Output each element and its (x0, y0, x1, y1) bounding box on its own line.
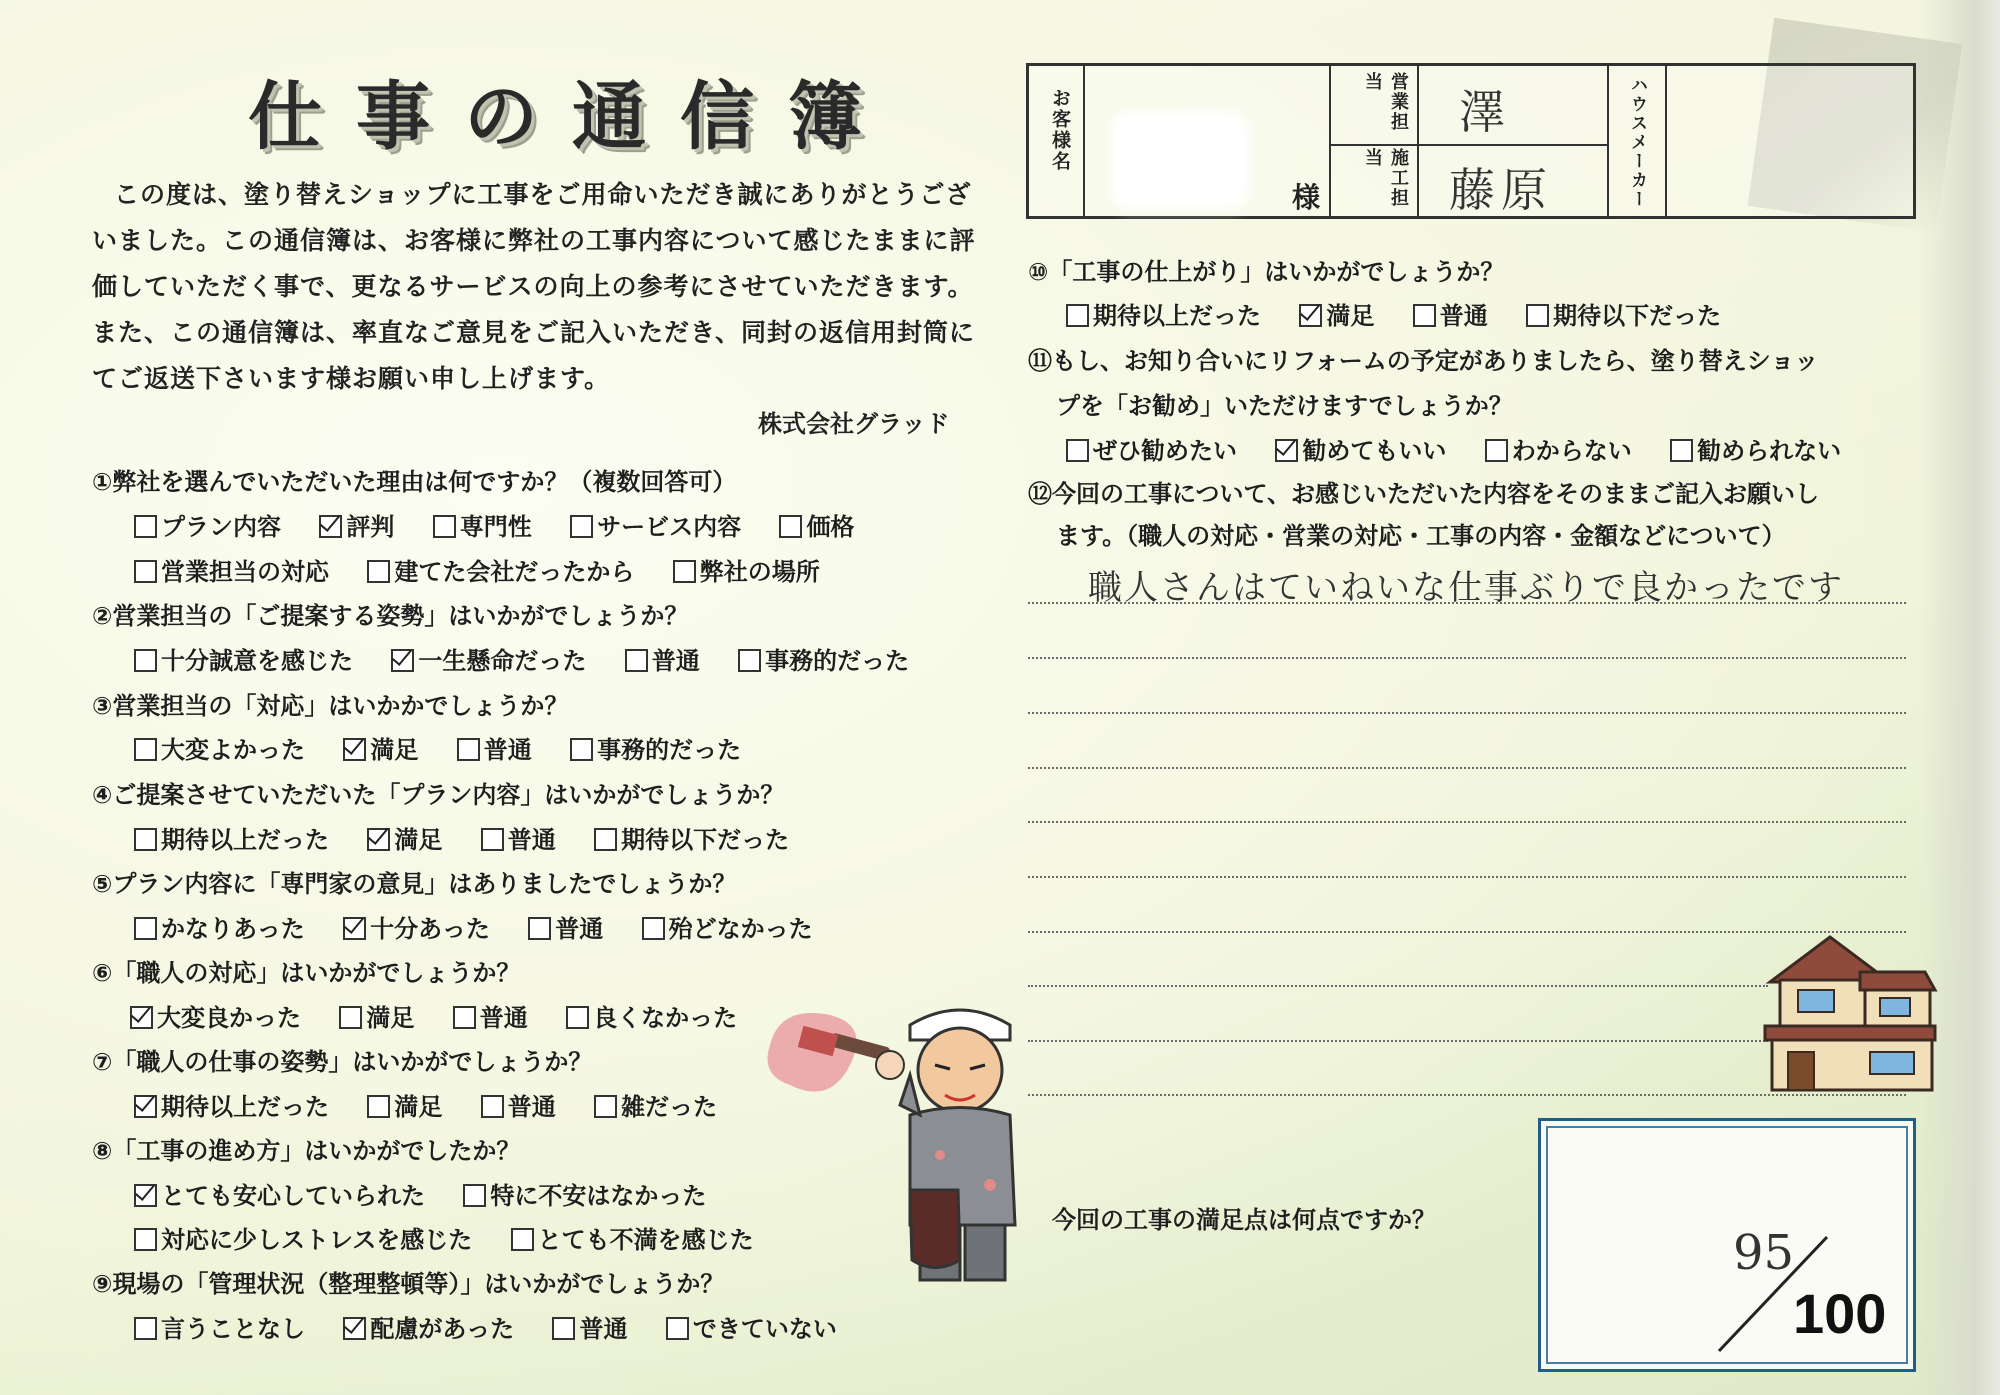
intro-paragraph: この度は、塗り替えショップに工事をご用命いただき誠にありがとうございました。この通信簿は、お客様に弊社の工事内容について感じたままに評価していただく事で、更なるサービスの向上の参考にさせていただきます。また、この通信簿は、率直なご意見をご記入いただき、同封の返信用封筒にてご返送下さいます様お願い申し上げます。 (92, 180, 976, 393)
option[interactable]: できていない (666, 1309, 837, 1344)
checkbox[interactable] (666, 1317, 689, 1340)
checkbox[interactable] (481, 1095, 504, 1118)
option[interactable]: 大変良かった (130, 998, 301, 1033)
checkbox[interactable] (552, 1317, 575, 1340)
painter-arm (900, 1075, 920, 1115)
table-divider (1665, 66, 1667, 216)
checkbox[interactable] (779, 515, 802, 538)
checkbox[interactable] (1066, 304, 1089, 327)
checkbox[interactable] (343, 917, 366, 940)
option[interactable]: 評判 (319, 507, 394, 542)
question-8-options-row2 (134, 1220, 784, 1255)
question-1-options-row1 (134, 507, 884, 542)
comment-line (1028, 657, 1906, 659)
question-1-options-row2 (134, 552, 850, 587)
option[interactable]: 満足 (367, 1087, 442, 1122)
question-6-label: ⑥「職人の対応」はいかがでしょうか？ (92, 959, 521, 987)
painter-leg-right (965, 1225, 1005, 1280)
checkbox[interactable] (481, 828, 504, 851)
option[interactable]: 普通 (481, 1087, 556, 1122)
checkbox[interactable] (625, 649, 648, 672)
question-6-options (130, 998, 767, 1033)
option[interactable]: 普通 (552, 1309, 627, 1344)
option[interactable]: 対応に少しストレスを感じた (134, 1220, 472, 1255)
checkbox[interactable] (134, 1095, 157, 1118)
option[interactable]: 価格 (779, 507, 854, 542)
checkbox[interactable] (594, 828, 617, 851)
question-7-options (134, 1087, 747, 1122)
door-icon (1788, 1052, 1814, 1090)
option[interactable]: 普通 (1413, 296, 1488, 331)
checkbox[interactable] (1670, 439, 1693, 462)
comment-line (1028, 1094, 1906, 1096)
question-11-label-line1: ⑪もし、お知り合いにリフォームの予定がありましたら、塗り替えショッ (1028, 347, 1819, 375)
checkbox[interactable] (130, 1006, 153, 1029)
checkbox[interactable] (570, 515, 593, 538)
option[interactable]: 建てた会社だったから (367, 552, 634, 587)
option[interactable]: 勧められない (1670, 431, 1841, 466)
checkbox[interactable] (134, 515, 157, 538)
checkbox[interactable] (1066, 439, 1089, 462)
option[interactable]: 十分誠意を感じた (134, 641, 353, 676)
checkbox[interactable] (367, 828, 390, 851)
checkbox[interactable] (134, 1184, 157, 1207)
option[interactable]: 普通 (453, 998, 528, 1033)
score-box[interactable] (1538, 1118, 1916, 1372)
house-side-roof (1860, 972, 1935, 990)
table-divider (1083, 66, 1085, 216)
painter-illustration (760, 985, 1030, 1285)
checkbox[interactable] (1413, 304, 1436, 327)
option[interactable]: 一生懸命だった (391, 641, 586, 676)
option[interactable]: 普通 (457, 730, 532, 765)
paint-bucket-icon (910, 1190, 960, 1268)
table-divider (1607, 66, 1609, 216)
house-illustration (1760, 932, 1940, 1092)
option[interactable]: 雑だった (594, 1087, 717, 1122)
question-8-options-row1 (134, 1176, 736, 1211)
comment-line (1028, 712, 1906, 714)
option[interactable]: 期待以上だった (1066, 296, 1261, 331)
checkbox[interactable] (457, 738, 480, 761)
question-12-label-line1: ⑫今回の工事について、お感じいただいた内容をそのままご記入お願いし (1028, 480, 1820, 508)
option[interactable]: 普通 (625, 641, 700, 676)
checkbox[interactable] (367, 1095, 390, 1118)
company-name: 株式会社グラッド (758, 410, 950, 438)
option[interactable]: 良くなかった (566, 998, 737, 1033)
question-1-label: ①弊社を選んでいただいた理由は何ですか？（複数回答可） (92, 468, 737, 496)
option[interactable]: 期待以下だった (594, 820, 789, 855)
checkbox[interactable] (1485, 439, 1508, 462)
question-3-options (134, 730, 771, 765)
paint-spot (935, 1150, 945, 1160)
option[interactable]: 満足 (343, 730, 418, 765)
option[interactable]: 満足 (1299, 296, 1374, 331)
checkbox[interactable] (594, 1095, 617, 1118)
option[interactable]: 殆どなかった (642, 909, 813, 944)
option[interactable]: 普通 (481, 820, 556, 855)
checkbox[interactable] (453, 1006, 476, 1029)
checkbox[interactable] (367, 560, 390, 583)
redacted-customer-name (1110, 110, 1250, 210)
checkbox[interactable] (433, 515, 456, 538)
window-icon (1798, 990, 1834, 1012)
comment-line (1028, 767, 1906, 769)
option[interactable]: 大変よかった (134, 730, 305, 765)
sama-suffix: 様 (1292, 181, 1321, 214)
checkbox[interactable] (134, 828, 157, 851)
house-eave (1765, 1026, 1935, 1040)
question-10-options (1066, 296, 1751, 331)
question-10-label: ⑩「工事の仕上がり」はいかがでしょうか？ (1028, 258, 1505, 286)
checkbox[interactable] (566, 1006, 589, 1029)
checkbox[interactable] (343, 738, 366, 761)
checkbox[interactable] (528, 917, 551, 940)
question-5-options (134, 909, 843, 944)
question-8-label: ⑧「工事の進め方」はいかがでしたか？ (92, 1137, 521, 1165)
question-3-label: ③営業担当の「対応」はいかかでしょうか？ (92, 692, 569, 720)
satisfaction-score-question: 今回の工事の満足点は何点ですか？ (1052, 1206, 1436, 1234)
option[interactable]: 営業担当の対応 (134, 552, 329, 587)
question-2-options (134, 641, 939, 676)
sales-rep-label: 営業担当 (1362, 72, 1409, 132)
question-11-label-line2: プを「お勧め」いただけますでしょうか？ (1056, 392, 1513, 420)
checkbox[interactable] (1526, 304, 1549, 327)
question-5-label: ⑤プラン内容に「専門家の意見」はありましたでしょうか？ (92, 870, 737, 898)
question-4-options (134, 820, 819, 855)
option[interactable]: サービス内容 (570, 507, 741, 542)
option[interactable]: 普通 (528, 909, 603, 944)
option[interactable]: 満足 (339, 998, 414, 1033)
customer-name-label: お客様名 (1049, 88, 1071, 172)
checkbox[interactable] (391, 649, 414, 672)
comment-line (1028, 985, 1768, 987)
window-icon (1880, 998, 1910, 1016)
option[interactable]: 専門性 (433, 507, 532, 542)
comment-line (1028, 1040, 1768, 1042)
window-icon (1870, 1052, 1914, 1074)
question-11-options (1066, 431, 1871, 466)
checkbox[interactable] (339, 1006, 362, 1029)
comment-line (1028, 876, 1906, 878)
option[interactable]: ぜひ勧めたい (1066, 431, 1237, 466)
option[interactable]: 事務的だった (570, 730, 741, 765)
checkbox[interactable] (134, 649, 157, 672)
checkbox[interactable] (738, 649, 761, 672)
table-divider (1417, 66, 1419, 216)
checkbox[interactable] (134, 917, 157, 940)
score-value: 95 (1733, 1225, 1795, 1281)
sales-rep-name: 澤 (1459, 85, 1505, 139)
score-max: 100 (1793, 1282, 1887, 1345)
option[interactable]: かなりあった (134, 909, 305, 944)
paint-spot (984, 1179, 996, 1191)
checkbox[interactable] (343, 1317, 366, 1340)
checkbox[interactable] (511, 1228, 534, 1251)
option[interactable]: 特に不安はなかった (463, 1176, 706, 1211)
checkbox[interactable] (134, 1317, 157, 1340)
checkbox[interactable] (673, 560, 696, 583)
option[interactable]: 期待以上だった (134, 820, 329, 855)
option[interactable]: 弊社の場所 (673, 552, 820, 587)
checkbox[interactable] (134, 560, 157, 583)
checkbox[interactable] (642, 917, 665, 940)
question-7-label: ⑦「職人の仕事の姿勢」はいかがでしょうか？ (92, 1048, 593, 1076)
question-4-label: ④ご提案させていただいた「プラン内容」はいかがでしょうか？ (92, 781, 785, 809)
comment-line (1028, 602, 1906, 604)
option[interactable]: 十分あった (343, 909, 490, 944)
checkbox[interactable] (319, 515, 342, 538)
table-divider (1329, 66, 1331, 216)
checkbox[interactable] (134, 738, 157, 761)
checkbox[interactable] (134, 1228, 157, 1251)
option[interactable]: わからない (1485, 431, 1632, 466)
checkbox[interactable] (1299, 304, 1322, 327)
comment-line (1028, 821, 1906, 823)
table-divider (1329, 144, 1607, 146)
option[interactable]: とても安心していられた (134, 1176, 425, 1211)
construction-rep-label: 施工担当 (1362, 148, 1409, 208)
option[interactable]: プラン内容 (134, 507, 281, 542)
construction-rep-name: 藤原 (1449, 163, 1553, 217)
option[interactable]: 期待以下だった (1526, 296, 1721, 331)
house-maker-label: ハウスメーカー (1627, 76, 1647, 209)
painter-hand (876, 1051, 904, 1079)
option[interactable]: 満足 (367, 820, 442, 855)
option[interactable]: とても不満を感じた (511, 1220, 754, 1255)
question-9-label: ⑨現場の「管理状況（整理整頓等）」はいかがでしょうか？ (92, 1270, 725, 1298)
page-title: 仕事の通信簿 (248, 74, 896, 160)
question-9-options (134, 1309, 867, 1344)
checkbox[interactable] (570, 738, 593, 761)
free-comment-answer[interactable]: 職人さんはていねいな仕事ぶりで良かったです (1088, 568, 1844, 608)
option[interactable]: 言うことなし (134, 1309, 305, 1344)
checkbox[interactable] (1275, 439, 1298, 462)
option[interactable]: 期待以上だった (134, 1087, 329, 1122)
option[interactable]: 事務的だった (738, 641, 909, 676)
option[interactable]: 勧めてもいい (1275, 431, 1446, 466)
paint-splash (768, 1013, 857, 1092)
question-2-label: ②営業担当の「ご提案する姿勢」はいかがでしょうか？ (92, 602, 689, 630)
question-12-label-line2: ます。（職人の対応・営業の対応・工事の内容・金額などについて） (1056, 522, 1786, 550)
option[interactable]: 配慮があった (343, 1309, 514, 1344)
checkbox[interactable] (463, 1184, 486, 1207)
